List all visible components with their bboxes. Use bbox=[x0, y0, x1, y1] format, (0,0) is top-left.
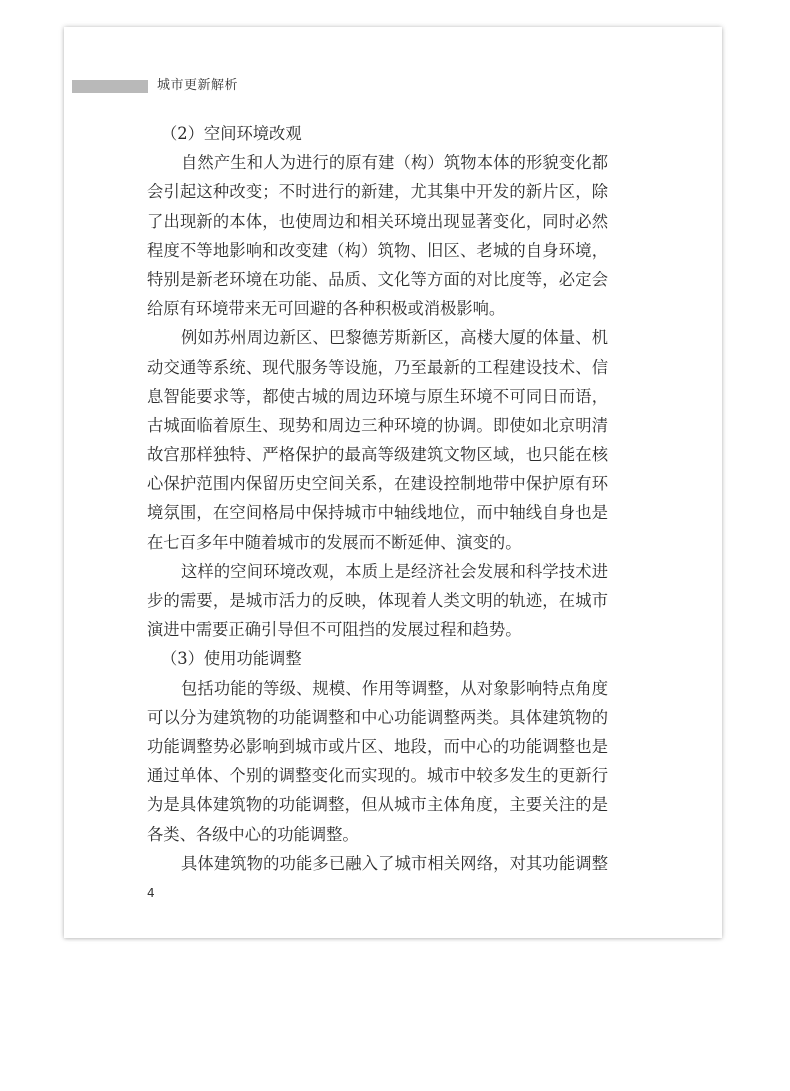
paragraph-last-line: 演进中需要正确引导但不可阻挡的发展过程和趋势。 bbox=[147, 620, 522, 640]
text-line: 功能调整势必影响到城市或片区、地段，而中心的功能调整也是 bbox=[147, 736, 608, 756]
text-line: 动交通等系统、现代服务等设施，乃至最新的工程建设技术、信 bbox=[147, 357, 608, 377]
page-number: 4 bbox=[147, 886, 155, 900]
text-line: 通过单体、个别的调整变化而实现的。城市中较多发生的更新行 bbox=[147, 766, 608, 786]
paragraph-last-line: 在七百多年中随着城市的发展而不断延伸、演变的。 bbox=[147, 532, 522, 552]
header-gray-bar bbox=[72, 80, 148, 93]
paragraph-first-line: 具体建筑物的功能多已融入了城市相关网络，对其功能调整 bbox=[181, 853, 608, 873]
text-line: 为是具体建筑物的功能调整，但从城市主体角度，主要关注的是 bbox=[147, 795, 608, 815]
book-page bbox=[64, 27, 722, 938]
text-line: 境氛围，在空间格局中保持城市中轴线地位，而中轴线自身也是 bbox=[147, 503, 608, 523]
text-line: 古城面临着原生、现势和周边三种环境的协调。即使如北京明清 bbox=[147, 415, 608, 435]
paragraph-first-line: 自然产生和人为进行的原有建（构）筑物本体的形貌变化都 bbox=[181, 153, 608, 173]
text-line: 程度不等地影响和改变建（构）筑物、旧区、老城的自身环境， bbox=[147, 240, 608, 260]
paragraph-last-line: 给原有环境带来无可回避的各种积极或消极影响。 bbox=[147, 299, 506, 319]
paragraph-first-line: 这样的空间环境改观，本质上是经济社会发展和科学技术进 bbox=[181, 561, 608, 581]
section-heading: （2）空间环境改观 bbox=[161, 124, 302, 143]
text-line: 可以分为建筑物的功能调整和中心功能调整两类。具体建筑物的 bbox=[147, 707, 608, 727]
text-line: 步的需要，是城市活力的反映，体现着人类文明的轨迹，在城市 bbox=[147, 591, 608, 610]
text-line: 特别是新老环境在功能、品质、文化等方面的对比度等，必定会 bbox=[147, 269, 608, 289]
text-line: 故宫那样独特、严格保护的最高等级建筑文物区域，也只能在核 bbox=[147, 445, 608, 465]
paragraph-last-line: 各类、各级中心的功能调整。 bbox=[147, 824, 359, 844]
body-text bbox=[147, 119, 608, 878]
text-line: 了出现新的本体，也使周边和相关环境出现显著变化，同时必然 bbox=[147, 211, 608, 231]
running-header-title: 城市更新解析 bbox=[157, 78, 239, 93]
section-heading: （3）使用功能调整 bbox=[161, 649, 302, 669]
paragraph-first-line: 例如苏州周边新区、巴黎德芳斯新区，高楼大厦的体量、机 bbox=[181, 328, 608, 348]
text-line: 会引起这种改变；不时进行的新建，尤其集中开发的新片区，除 bbox=[147, 182, 608, 202]
text-line: 息智能要求等，都使古城的周边环境与原生环境不可同日而语， bbox=[147, 386, 608, 406]
paragraph-first-line: 包括功能的等级、规模、作用等调整，从对象影响特点角度 bbox=[181, 678, 608, 698]
text-line: 心保护范围内保留历史空间关系，在建设控制地带中保护原有环 bbox=[147, 474, 608, 494]
